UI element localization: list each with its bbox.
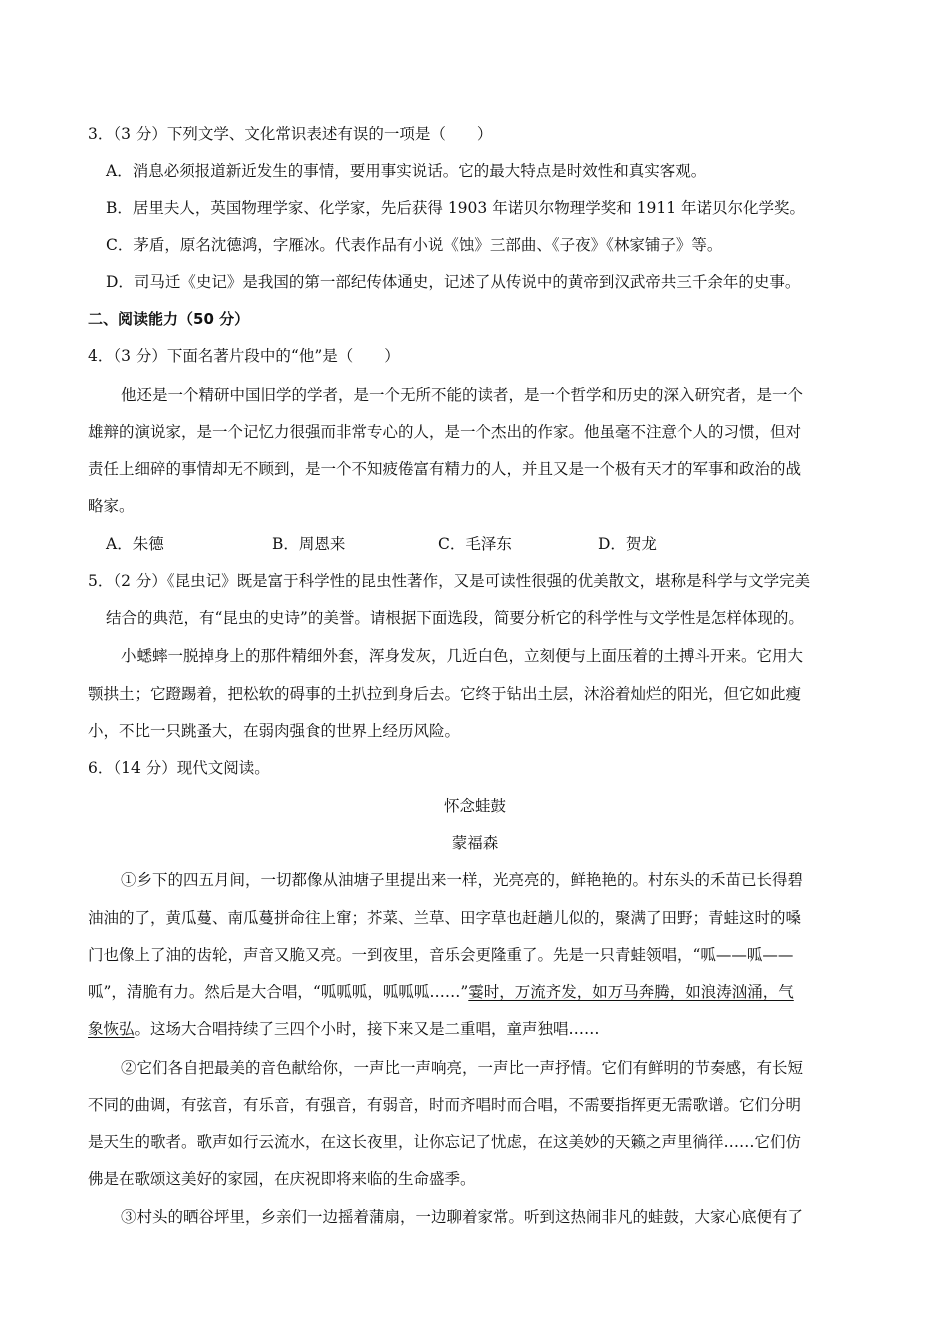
article-p2-line: 不同的曲调，有弦音，有乐音，有强音，有弱音，时而齐唱时而合唱，不需要指挥更无需歌谱。它们分明	[88, 1096, 802, 1114]
q3-stem: 3．（3 分）下列文学、文化常识表述有误的一项是（ ）	[88, 125, 493, 143]
underlined-sentence: 象恢弘	[88, 1020, 135, 1038]
q5-passage-line: 颚拱土；它蹬踢着，把松软的碍事的土扒拉到身后去。它终于钻出土层，沐浴着灿烂的阳光，但它如此瘦	[88, 685, 802, 703]
article-p1-text: 。这场大合唱持续了三四个小时，接下来又是二重唱，童声独唱……	[134, 1020, 600, 1038]
q3-option-a: A．消息必须报道新近发生的事情，要用事实说话。它的最大特点是时效性和真实客观。	[106, 162, 707, 180]
article-p3-line: ③村头的晒谷坪里，乡亲们一边摇着蒲扇，一边聊着家常。听到这热闹非凡的蛙鼓，大家心底便有了	[121, 1208, 804, 1226]
q5-stem: 5．（2 分）《昆虫记》既是富于科学性的昆虫性著作，又是可读性很强的优美散文，堪称是科学与文学完美	[88, 572, 811, 590]
q6-stem: 6．（14 分）现代文阅读。	[88, 759, 270, 777]
article-p1-line	[88, 981, 794, 1003]
article-p2-line: ②它们各自把最美的音色献给你，一声比一声响亮，一声比一声抒情。它们有鲜明的节奏感，有长短	[121, 1059, 804, 1077]
q4-option-b: B．周恩来	[272, 535, 346, 553]
q3-option-b: B．居里夫人，英国物理学家、化学家，先后获得 1903 年诺贝尔物理学奖和 1911 年诺贝尔化学奖。	[106, 199, 805, 217]
q3-option-d: D．司马迁《史记》是我国的第一部纪传体通史，记述了从传说中的黄帝到汉武帝共三千余年的史事。	[106, 273, 801, 291]
q4-passage-line: 略家。	[88, 497, 135, 515]
article-p1-text: 呱”，清脆有力。然后是大合唱，“呱呱呱，呱呱呱……”	[88, 983, 469, 1001]
article-p1-line: 门也像上了油的齿轮，声音又脆又亮。一到夜里，音乐会更隆重了。先是一只青蛙领唱，“呱——呱——	[88, 946, 794, 964]
q4-option-c: C．毛泽东	[438, 535, 512, 553]
section-heading: 二、阅读能力（50 分）	[88, 310, 250, 328]
q4-stem: 4．（3 分）下面名著片段中的“他”是（ ）	[88, 347, 400, 365]
q4-passage-line: 雄辩的演说家，是一个记忆力很强而非常专心的人，是一个杰出的作家。他虽毫不注意个人的习惯，但对	[88, 423, 802, 441]
article-title: 怀念蛙鼓	[443, 797, 506, 815]
q4-passage-line: 责任上细碎的事情却无不顾到，是一个不知疲倦富有精力的人，并且又是一个极有天才的军事和政治的战	[88, 460, 802, 478]
q4-options	[106, 533, 657, 555]
article-p1-line: ①乡下的四五月间，一切都像从油塘子里提出来一样，光亮亮的，鲜艳艳的。村东头的禾苗已长得碧	[121, 871, 804, 889]
article-p2-line: 是天生的歌者。歌声如行云流水，在这长夜里，让你忘记了忧虑，在这美妙的天籁之声里徜徉……它们仿	[88, 1133, 802, 1151]
article-p1-line	[88, 1018, 600, 1040]
article-author: 蒙福森	[451, 834, 499, 852]
article-p2-line: 佛是在歌颂这美好的家园，在庆祝即将来临的生命盛季。	[88, 1170, 476, 1188]
q5-stem-cont: 结合的典范，有“昆虫的史诗”的美誉。请根据下面选段，简要分析它的科学性与文学性是怎样体现的。	[106, 609, 804, 627]
q3-option-c: C．茅盾，原名沈德鸿，字雁冰。代表作品有小说《蚀》三部曲、《子夜》《林家铺子》等。	[106, 236, 723, 254]
article-p1-line: 油油的了，黄瓜蔓、南瓜蔓拼命往上窜；芥菜、兰草、田字草也赶趟儿似的，聚满了田野；青蛙这时的嗓	[88, 909, 802, 927]
q4-option-d: D．贺龙	[598, 535, 657, 553]
q4-passage-line: 他还是一个精研中国旧学的学者，是一个无所不能的读者，是一个哲学和历史的深入研究者，是一个	[121, 386, 804, 404]
q4-option-a: A．朱德	[106, 535, 164, 553]
q5-passage-line: 小，不比一只跳蚤大，在弱肉强食的世界上经历风险。	[88, 722, 461, 740]
q5-passage-line: 小蟋蟀一脱掉身上的那件精细外套，浑身发灰，几近白色，立刻便与上面压着的土搏斗开来。它用大	[121, 647, 804, 665]
underlined-sentence: 霎时，万流齐发，如万马奔腾，如浪涛汹涌，气	[468, 983, 794, 1001]
